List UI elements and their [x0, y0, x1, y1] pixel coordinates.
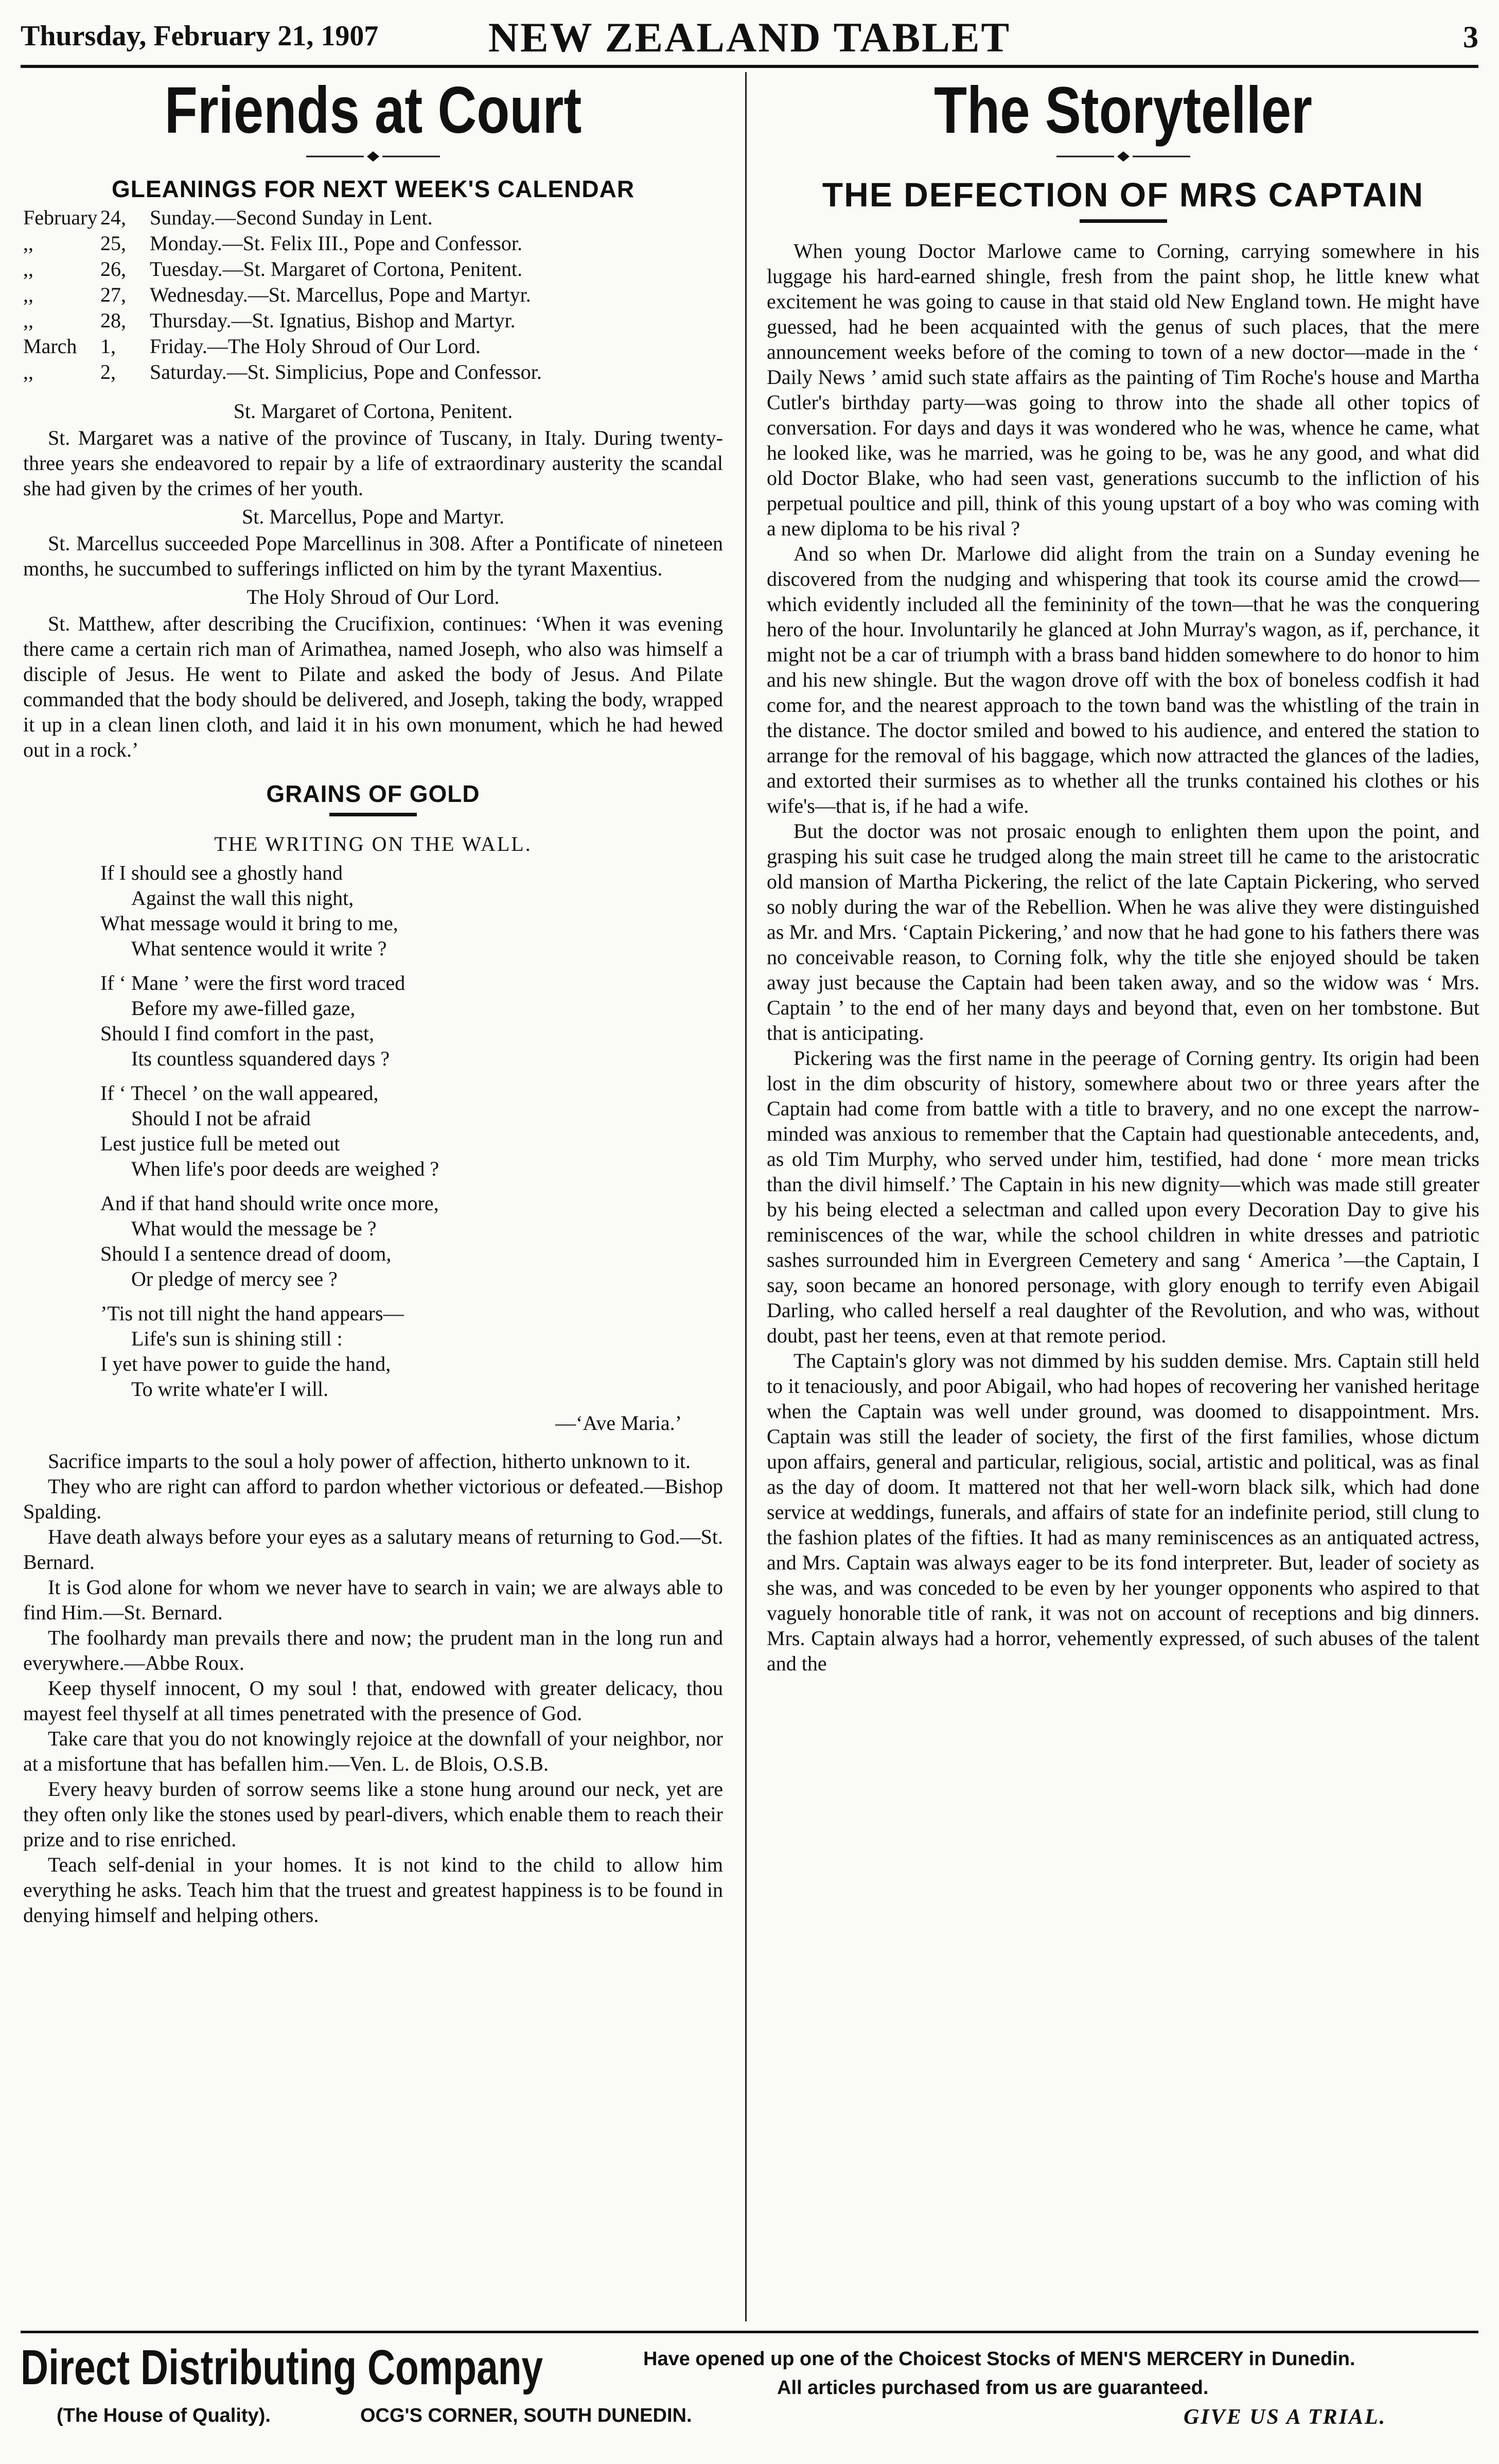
poem-line: Should I find comfort in the past,: [100, 1022, 375, 1045]
masthead: [21, 9, 1478, 66]
newspaper-title: NEW ZEALAND TABLET: [488, 14, 1011, 61]
page-number: 3: [1463, 20, 1478, 54]
calendar-day: 24,: [100, 206, 126, 229]
maxim-paragraph: It is God alone for whom we never have to search in vain; we are always able to find Him.—St. Bernard.: [23, 1576, 723, 1624]
issue-date: Thursday, February 21, 1907: [21, 20, 379, 52]
calendar-entry: Saturday.—St. Simplicius, Pope and Confessor.: [150, 360, 542, 383]
masthead-rule: [21, 65, 1478, 68]
poem-stanza: [100, 1191, 723, 1291]
calendar-day: 27,: [100, 283, 126, 306]
advertiser-name: Direct Distributing Company: [21, 2340, 543, 2395]
story-paragraph: But the doctor was not prosaic enough to enlighten them upon the point, and grasping his suit case he trudged along the main street till he came to the aristocratic old mansion of Martha Pickering, the relict of the late Captain Pickering, who served so nobly during the war of the Rebellion. When he was alive they were distinguished as Mr. and Mrs. ‘Captain Pickering,’ and now that he had gone to his fathers there was no conceivable reason, to Corning folk, why the title she enjoyed should be taken away just because the Captain had been taken away, and so the widow was ‘ Mrs. Captain ’ to the end of her many days and beyond that, even on her tombstone. But that is anticipating.: [767, 819, 1479, 1044]
calendar-day: 26,: [100, 257, 126, 281]
story-title: THE DEFECTION OF MRS CAPTAIN: [822, 176, 1424, 214]
advertiser-tagline: (The House of Quality).: [57, 2405, 271, 2426]
poem-line: Should I a sentence dread of doom,: [100, 1242, 392, 1265]
poem-line: Life's sun is shining still :: [131, 1327, 343, 1350]
story-body: [767, 238, 1479, 1676]
calendar-day: 25,: [100, 232, 126, 255]
poem-line: What sentence would it write ?: [131, 937, 387, 960]
poem-line: And if that hand should write once more,: [100, 1192, 439, 1215]
poem-line: When life's poor deeds are weighed ?: [131, 1157, 439, 1180]
calendar-day: 2,: [100, 360, 116, 383]
calendar-row: [23, 205, 723, 231]
calendar-row: [23, 282, 723, 308]
poem-line: ’Tis not till night the hand appears—: [100, 1302, 404, 1325]
poem-line: To write whate'er I will.: [131, 1377, 329, 1401]
saint-heading: St. Marcellus, Pope and Martyr.: [242, 505, 504, 528]
poem-line: Against the wall this night,: [131, 886, 354, 910]
calendar-month: ,,: [23, 283, 33, 306]
calendar-day: 28,: [100, 309, 126, 332]
calendar-day: 1,: [100, 335, 116, 358]
story-paragraph: The Captain's glory was not dimmed by his sudden demise. Mrs. Captain still held to it tenaciously, and poor Abigail, who had hopes of recovering her vanished heritage when the Captain was well under ground, was doomed to disappointment. Mrs. Captain was still the leader of society, the first of the first families, whose dictum upon affairs, general and particular, religious, social, artistic and political, was as final as the day of doom. It mattered not that her well-worn black silk, which had done service at weddings, funerals, and affairs of state for an indefinite period, still clung to the fashion plates of the fifties. It had as many reminiscences as an antiquated actress, and Mrs. Captain was always eager to be its fond interpreter. But, leader of society as she was, and was conceded to be even by her younger opponents who aspired to that vaguely honorable title of rank, it was not on account of receptions and big dinners. Mrs. Captain always had a horror, vehemently expressed, of such abuses of the talent and the: [767, 1349, 1479, 1675]
calendar-month: ,,: [23, 309, 33, 332]
story-paragraph: When young Doctor Marlowe came to Corning, carrying somewhere in his luggage his hard-earned shingle, fresh from the paint shop, he little knew what excitement he was going to cause in that staid old New England town. He might have guessed, had he been acquainted with the genus of such places, that the mere announcement weeks before of the coming to town of a new doctor—made in the ‘ Daily News ’ amid such state affairs as the painting of Tim Roche's house and Martha Cutler's birthday party—was going to throw into the shade all other topics of conversation. For days and days it was wondered who he was, whence he came, what he looked like, was he married, was he going to be, was he any good, and what did old Doctor Blake, who had seen vast, generations succumb to the infliction of his perpetual poultice and pill, think of this young upstart of a boy who was coming with a new diploma to be his rival ?: [767, 239, 1479, 540]
poem-line: Before my awe-filled gaze,: [131, 997, 356, 1020]
advertisement: [21, 2337, 1478, 2455]
left-column: [23, 72, 723, 2321]
column-divider: [745, 72, 747, 2321]
heading-rule: [329, 813, 417, 816]
calendar-entry: Friday.—The Holy Shroud of Our Lord.: [150, 335, 481, 358]
saint-paragraph: St. Marcellus succeeded Pope Marcellinus in 308. After a Pontificate of nineteen months, he succumbed to sufferings inflicted on him by the tyrant Maxentius.: [23, 532, 723, 580]
poem-line: If I should see a ghostly hand: [100, 861, 343, 884]
calendar-row: [23, 256, 723, 282]
poem-stanza: [100, 860, 723, 961]
calendar-month: ,,: [23, 360, 33, 383]
calendar-month: ,,: [23, 232, 33, 255]
poem-line: Should I not be afraid: [131, 1107, 311, 1130]
advertiser-location: OCG'S CORNER, SOUTH DUNEDIN.: [360, 2405, 692, 2426]
advertisement-line: Have opened up one of the Choicest Stocks of MEN'S MERCERY in Dunedin.: [643, 2348, 1355, 2370]
heading-rule: [1080, 219, 1167, 223]
poem-line: What message would it bring to me,: [100, 912, 398, 935]
maxim-paragraph: Every heavy burden of sorrow seems like a stone hung around our neck, yet are they often only like the stones used by pearl-divers, which enable them to reach their prize and to rise enriched.: [23, 1777, 723, 1851]
poem-line: Its countless squandered days ?: [131, 1047, 390, 1070]
calendar-row: [23, 359, 723, 385]
saint-heading: The Holy Shroud of Our Lord.: [246, 585, 500, 608]
poem-line: Or pledge of mercy see ?: [131, 1267, 338, 1290]
calendar-row: [23, 334, 723, 359]
maxim-paragraph: Sacrifice imparts to the soul a holy power of affection, hitherto unknown to it.: [48, 1449, 691, 1473]
section-title-friends-at-court: Friends at Court: [164, 74, 582, 147]
ornament-divider-icon: [306, 151, 440, 162]
section-title-storyteller: The Storyteller: [934, 74, 1312, 147]
poem-stanza: [100, 970, 723, 1071]
maxim-paragraph: Have death always before your eyes as a salutary means of returning to God.—St. Bernard.: [23, 1525, 723, 1574]
saint-heading: St. Margaret of Cortona, Penitent.: [233, 399, 513, 423]
advertisement-call-to-action: GIVE US A TRIAL.: [1184, 2405, 1387, 2429]
calendar-entry: Sunday.—Second Sunday in Lent.: [150, 206, 433, 229]
story-paragraph: Pickering was the first name in the peerage of Corning gentry. Its origin had been lost in the dim obscurity of history, somewhere about two or three years after the Captain had come from battle with a title to bravery, and no one except the narrow-minded was anxious to remember that the Captain had questionable antecedents, and, as old Tim Murphy, who served under him, testified, had done ‘ more mean tricks than the divil himself.’ The Captain in his new dignity—which was made still greater by his being elected a selectman and called upon every Decoration Day to give his reminiscences of the war, while the school children in white dresses and patriotic sashes surrounded him in Evergreen Cemetery and sang ‘ America ’—the Captain, I say, soon became an honored personage, with glory enough to terrify even Abigail Darling, who called herself a real daughter of the Revolution, and who was, without doubt, past her teens, even at that remote period.: [767, 1046, 1479, 1347]
calendar-entry: Wednesday.—St. Marcellus, Pope and Martyr.: [150, 283, 531, 306]
calendar-list: [23, 205, 723, 385]
maxim-paragraph: Teach self-denial in your homes. It is not kind to the child to allow him everything he asks. Teach him that the truest and greatest happiness is to be found in denying himself and helping others.: [23, 1853, 723, 1927]
saint-paragraph: St. Margaret was a native of the province of Tuscany, in Italy. During twenty-three years she endeavored to repair by a life of extraordinary austerity the scandal she had given by the crimes of her youth.: [23, 426, 723, 500]
maxim-paragraph: The foolhardy man prevails there and now; the prudent man in the long run and everywhere.—Abbe Roux.: [23, 1626, 723, 1674]
grains-of-gold-heading: GRAINS OF GOLD: [266, 780, 480, 807]
calendar-month: March: [23, 335, 77, 358]
poem-line: I yet have power to guide the hand,: [100, 1352, 391, 1375]
calendar-entry: Tuesday.—St. Margaret of Cortona, Penitent.: [150, 257, 523, 281]
poem-stanza: [100, 1301, 723, 1402]
calendar-month: ,,: [23, 257, 33, 281]
calendar-entry: Monday.—St. Felix III., Pope and Confessor.: [150, 232, 523, 255]
advertisement-line: All articles purchased from us are guaranteed.: [777, 2377, 1209, 2399]
right-column: [767, 72, 1479, 2321]
maxim-paragraph: Keep thyself innocent, O my soul ! that, endowed with greater delicacy, thou mayest feel thyself at all times penetrated with the presence of God.: [23, 1676, 723, 1725]
footer-rule: [21, 2331, 1478, 2333]
poem-title: THE WRITING ON THE WALL.: [214, 832, 532, 855]
maxim-paragraph: Take care that you do not knowingly rejoice at the downfall of your neighbor, nor at a misfortune that has befallen him.—Ven. L. de Blois, O.S.B.: [23, 1727, 723, 1775]
poem-line: What would the message be ?: [131, 1217, 377, 1240]
calendar-month: February: [23, 206, 98, 229]
calendar-heading: GLEANINGS FOR NEXT WEEK'S CALENDAR: [111, 176, 635, 202]
calendar-row: [23, 231, 723, 256]
poem-line: If ‘ Thecel ’ on the wall appeared,: [100, 1081, 379, 1105]
poem-signature: —‘Ave Maria.’: [555, 1411, 682, 1435]
story-paragraph: And so when Dr. Marlowe did alight from the train on a Sunday evening he discovered from the nudging and whispering that took its course amid the crowd—which evidently included all the femininity of the town—that he was the conquering hero of the hour. Involuntarily he glanced at John Murray's wagon, as if, perchance, it might not be a car of triumph with a brass band hidden somewhere to do honor to him and his new shingle. But the wagon drove off with the box of boneless codfish it had come for, and the nearest approach to the town band was the whistling of the train in the distance. The doctor smiled and bowed to his audience, and entered the station to arrange for the removal of his baggage, which now attracted the glances of the ladies, and extorted their surmises as to whether all the trunks contained his clothes or his wife's—that is, if he had a wife.: [767, 542, 1479, 817]
poem-stanza: [100, 1080, 723, 1181]
ornament-divider-icon: [1056, 151, 1190, 162]
poem-line: Lest justice full be meted out: [100, 1132, 340, 1155]
poem-line: If ‘ Mane ’ were the first word traced: [100, 971, 405, 994]
saint-paragraph: St. Matthew, after describing the Crucifixion, continues: ‘When it was evening there came a certain rich man of Arimathea, named Joseph, who also was himself a disciple of Jesus. He went to Pilate and asked the body of Jesus. And Pilate commanded that the body should be delivered, and Joseph, taking the body, wrapped it up in a clean linen cloth, and laid it in his own monument, which he had hewed out in a rock.’: [23, 612, 723, 761]
maxim-paragraph: They who are right can afford to pardon whether victorious or defeated.—Bishop Spalding.: [23, 1475, 723, 1523]
calendar-row: [23, 308, 723, 334]
calendar-entry: Thursday.—St. Ignatius, Bishop and Martyr.: [150, 309, 516, 332]
